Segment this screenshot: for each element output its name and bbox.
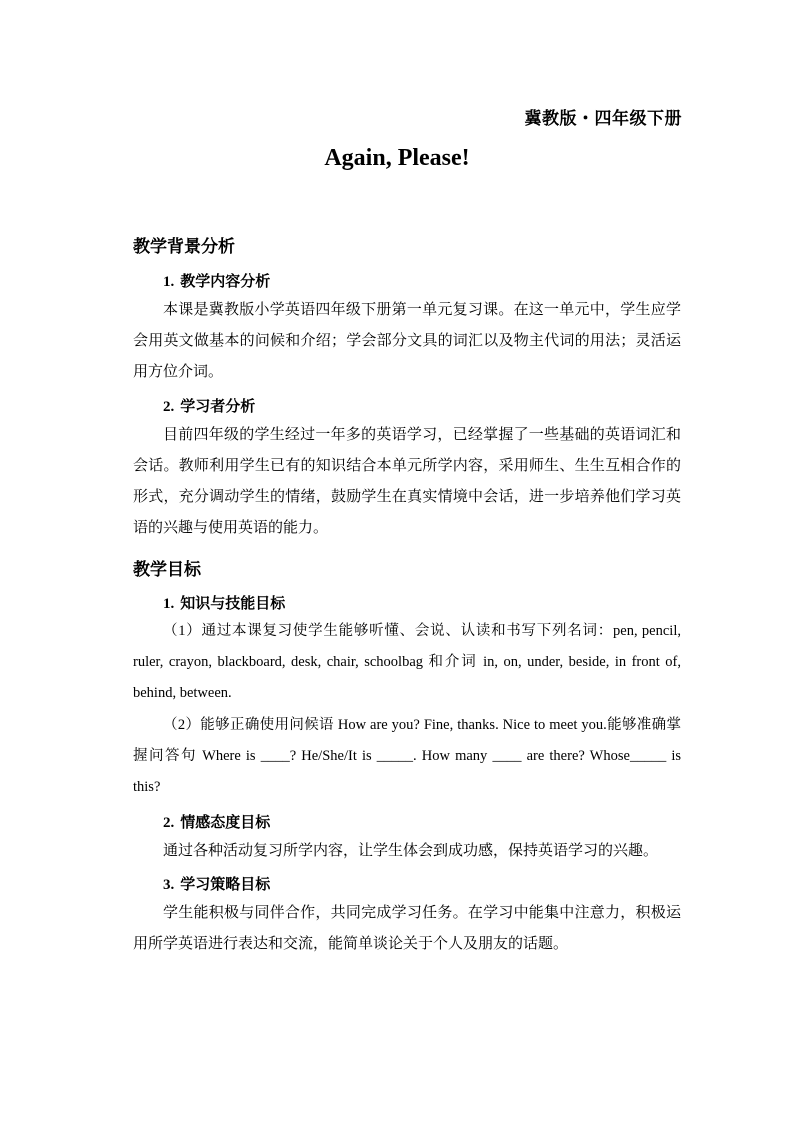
edition-label: 冀教版・四年级下册 <box>524 109 682 129</box>
paragraph-learner-analysis: 目前四年级的学生经过一年多的英语学习，已经掌握了一些基础的英语词汇和会话。教师利用学生已有的知识结合本单元所学内容，采用师生、生生互相合作的形式，充分调动学生的情绪，鼓励学生在真实情境中会话，进一步培养他们学习英语的兴趣与使用英语的能力。 <box>133 425 681 536</box>
lesson-title: Again, Please! <box>324 145 470 171</box>
subsection-number: 1. <box>163 274 175 290</box>
paragraph-content-analysis: 本课是冀教版小学英语四年级下册第一单元复习课。在这一单元中，学生应学会用英文做基本的问候和介绍；学会部分文具的词汇以及物主代词的用法；灵活运用方位介词。 <box>133 300 681 380</box>
subsection-title: 学习策略目标 <box>180 875 271 893</box>
subsection-heading-learner-analysis <box>163 395 255 416</box>
subsection-title: 学习者分析 <box>180 397 256 415</box>
subsection-heading-content-analysis <box>163 270 270 291</box>
subsection-heading-knowledge-skills <box>163 592 285 613</box>
section-heading-background: 教学背景分析 <box>133 237 235 257</box>
objective-item-sentences: （2）能够正确使用问候语 How are you? Fine, thanks. Nice to meet you.能够准确掌握问答句 Where is ____? He/She/It is _____. How many ____ are there? Whose_____ is this? <box>133 717 681 795</box>
subsection-number: 1. <box>163 596 175 612</box>
subsection-title: 知识与技能目标 <box>180 594 286 612</box>
subsection-heading-attitude <box>163 811 270 832</box>
subsection-heading-strategy <box>163 873 270 894</box>
section-heading-objectives: 教学目标 <box>133 560 201 580</box>
objective-item-vocabulary: （1）通过本课复习使学生能够听懂、会说、认读和书写下列名词：pen, pencil, ruler, crayon, blackboard, desk, chair, schoolbag 和介词 in, on, under, beside, in front of, behind, between. <box>133 623 681 701</box>
subsection-number: 3. <box>163 877 175 893</box>
paragraph-attitude: 通过各种活动复习所学内容，让学生体会到成功感，保持英语学习的兴趣。 <box>163 841 659 859</box>
subsection-title: 情感态度目标 <box>180 813 271 831</box>
subsection-title: 教学内容分析 <box>180 272 271 290</box>
subsection-number: 2. <box>163 399 175 415</box>
paragraph-strategy: 学生能积极与同伴合作，共同完成学习任务。在学习中能集中注意力，积极运用所学英语进行表达和交流，能简单谈论关于个人及朋友的话题。 <box>133 903 681 952</box>
subsection-number: 2. <box>163 815 175 831</box>
